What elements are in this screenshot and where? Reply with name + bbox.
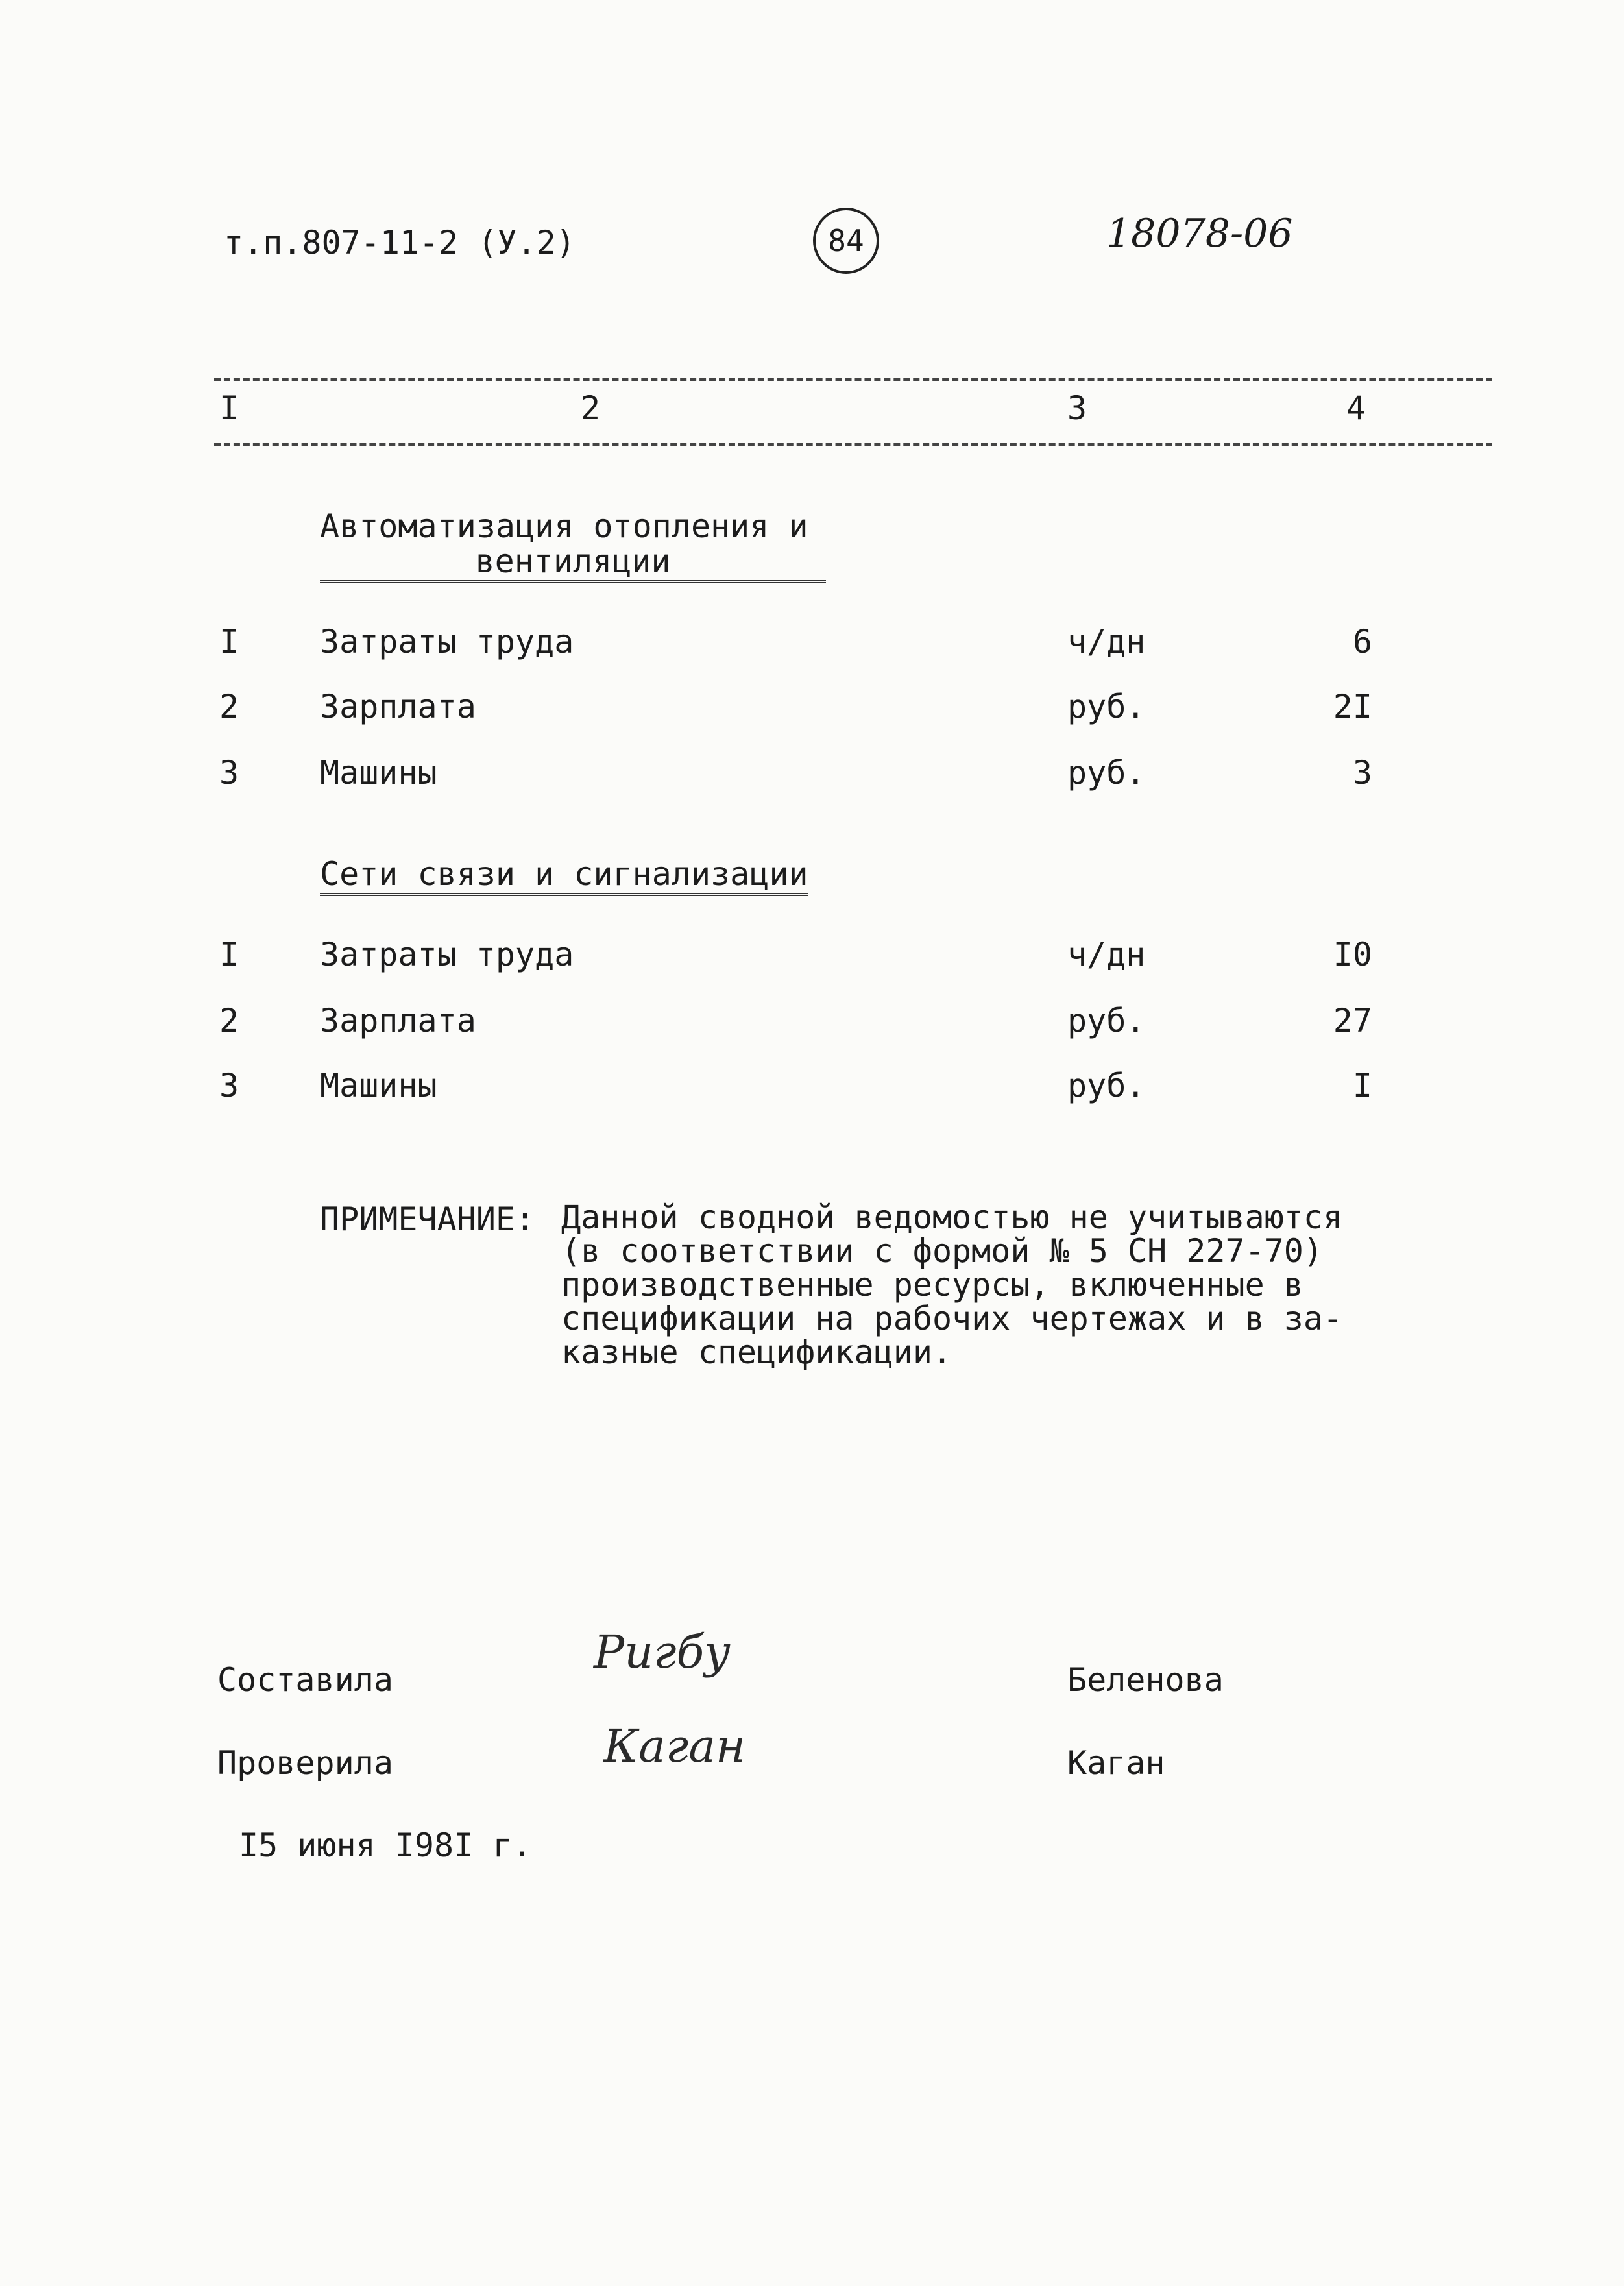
row-number: 3 [219,754,239,792]
row-name: Машины [320,754,437,792]
row-number: 2 [219,688,239,725]
note-line: (в соответствии с формой № 5 СН 227-70) [561,1232,1323,1270]
row-number: I [219,623,239,661]
note-line: Данной сводной ведомостью не учитываются [561,1198,1343,1236]
row-value: 3 [1352,754,1372,792]
column-header-3: 3 [1067,389,1087,427]
checked-by-label: Проверила [217,1744,393,1782]
compiled-by-label: Составила [217,1661,393,1699]
row-unit: ч/дн [1067,623,1146,661]
document-code: т.п.807-11-2 (У.2) [224,224,576,261]
note-body [561,1200,1342,1369]
column-header-4: 4 [1346,389,1366,427]
compiled-signature: Ригбу [594,1625,731,1679]
row-value: 6 [1352,623,1372,661]
checked-by-name: Каган [1067,1744,1165,1782]
row-unit: руб. [1067,1067,1146,1104]
row-name: Зарплата [320,1002,476,1040]
note-line: казные спецификации. [561,1333,952,1371]
section-title-continued: вентиляции [320,542,826,583]
column-header-2: 2 [581,389,601,427]
row-name: Затраты труда [320,936,574,973]
row-name: Затраты труда [320,623,574,661]
column-header-1: I [219,389,239,427]
checked-signature: Каган [603,1720,746,1773]
row-unit: ч/дн [1067,936,1146,973]
note-label: ПРИМЕЧАНИЕ: [320,1200,535,1238]
row-number: 3 [219,1067,239,1104]
archive-number: 18078-06 [1106,211,1293,256]
note-line: спецификации на рабочих чертежах и в за- [561,1300,1343,1337]
table-header-top-rule [214,378,1492,381]
row-number: I [219,936,239,973]
section-title: Сети связи и сигнализации [320,855,808,896]
row-unit: руб. [1067,688,1146,725]
row-value: I [1352,1067,1372,1104]
row-name: Машины [320,1067,437,1104]
document-date: I5 июня I98I г. [239,1827,532,1864]
row-name: Зарплата [320,688,476,725]
table-header-bottom-rule [214,443,1492,446]
section-title: Автоматизация отопления и [320,507,808,545]
note-line: производственные ресурсы, включенные в [561,1266,1303,1304]
compiled-by-name: Беленова [1067,1661,1224,1699]
row-value: 27 [1333,1002,1372,1040]
row-number: 2 [219,1002,239,1040]
row-value: I0 [1333,936,1372,973]
row-value: 2I [1333,688,1372,725]
row-unit: руб. [1067,754,1146,792]
page-number: 84 [813,208,879,274]
row-unit: руб. [1067,1002,1146,1040]
